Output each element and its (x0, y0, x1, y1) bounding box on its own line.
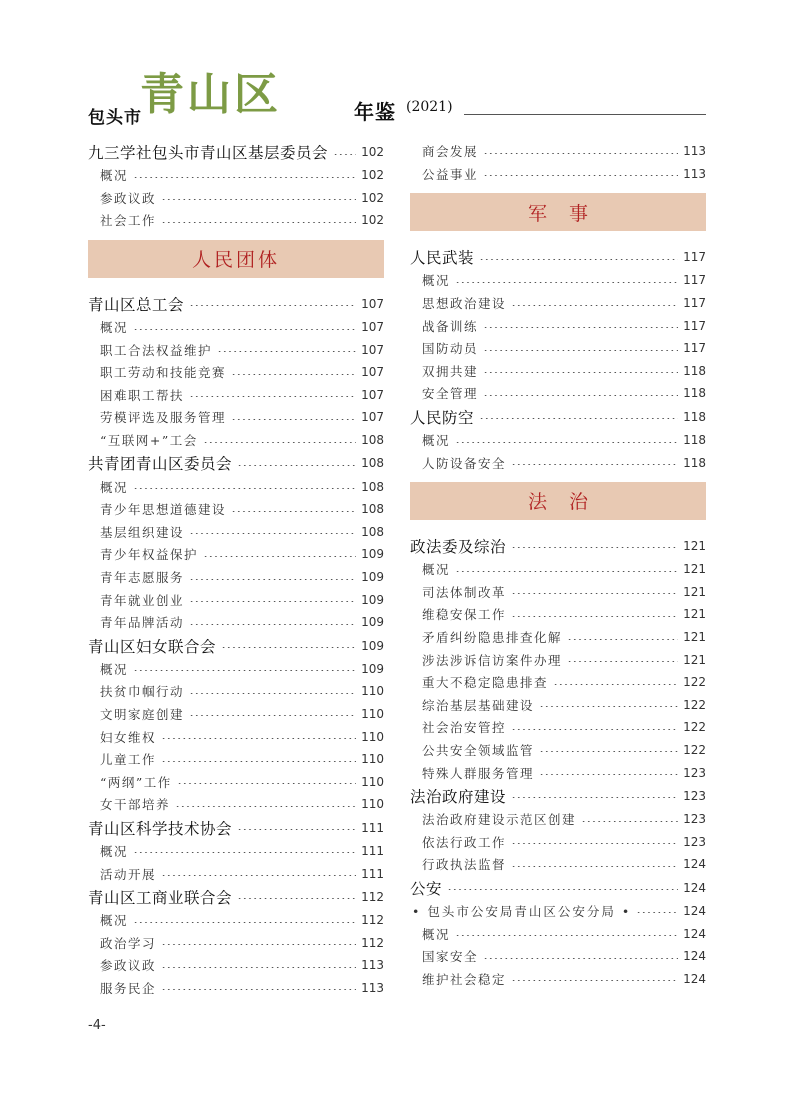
header-yearbook: 年鉴 (354, 100, 396, 124)
toc-entry-page: 110 (361, 684, 384, 699)
toc-entry-sub[interactable] (88, 703, 384, 726)
toc-entry-sub[interactable] (88, 187, 384, 210)
toc-entry-page: 117 (683, 273, 706, 288)
toc-entry-page: 102 (361, 213, 384, 228)
toc-entry-page: 118 (683, 363, 706, 378)
toc-entry-title: 维稳安保工作 (422, 607, 507, 623)
dot-leader (539, 751, 678, 752)
toc-entry-page: 123 (683, 812, 706, 827)
toc-entry-title: 青山区妇女联合会 (88, 637, 217, 656)
dot-leader (455, 282, 678, 283)
dot-leader (161, 199, 356, 200)
toc-entry-page: 111 (361, 820, 384, 835)
dot-leader (177, 783, 356, 784)
section-banner-title: 军事 (527, 202, 610, 225)
toc-entry-title: 商会发展 (422, 144, 479, 160)
toc-entry-page: 124 (683, 857, 706, 872)
toc-entry-sub[interactable] (410, 830, 706, 853)
toc-entry-page: 121 (683, 562, 706, 577)
dot-leader (483, 372, 678, 373)
toc-entry-sub[interactable] (410, 808, 706, 831)
toc-entry-page: 112 (361, 889, 384, 904)
toc-entry-page: 118 (683, 386, 706, 401)
toc-entry-title: 服务民企 (100, 980, 157, 996)
toc-entry-page: 107 (361, 296, 384, 311)
toc-entry-page: 121 (683, 607, 706, 622)
toc-entry-sub[interactable] (88, 954, 384, 977)
dot-leader (237, 898, 356, 899)
toc-entry-sub[interactable] (88, 429, 384, 452)
toc-entry-title: 青年品牌活动 (100, 615, 185, 631)
running-header (88, 69, 706, 128)
toc-entry-title: 女干部培养 (100, 797, 171, 813)
toc-entry-sub[interactable] (410, 292, 706, 315)
dot-leader (567, 639, 678, 640)
toc-entry-page: 109 (361, 638, 384, 653)
dot-leader (161, 875, 356, 876)
dot-leader (539, 774, 678, 775)
toc-entry-page: 117 (683, 341, 706, 356)
toc-entry-title: 青山区总工会 (88, 295, 185, 314)
toc-entry-sub[interactable] (410, 694, 706, 717)
toc-entry-sub[interactable] (410, 853, 706, 876)
toc-entry-sub[interactable] (410, 140, 706, 163)
toc-entry-page: 113 (361, 980, 384, 995)
toc-entry-page: 107 (361, 365, 384, 380)
toc-entry-sub[interactable] (88, 566, 384, 589)
toc-entry-main[interactable] (88, 140, 384, 164)
toc-entry-org[interactable] (410, 900, 706, 923)
toc-entry-page: 109 (361, 615, 384, 630)
toc-entry-title: 青年就业创业 (100, 592, 185, 608)
toc-entry-title: 九三学社包头市青山区基层委员会 (88, 144, 329, 162)
dot-leader (511, 797, 678, 798)
toc-entry-title: “两纲”工作 (100, 774, 172, 790)
toc-entry-page: 124 (683, 949, 706, 964)
toc-entry-sub[interactable] (88, 588, 384, 611)
toc-entry-page: 110 (361, 797, 384, 812)
toc-entry-page: 122 (683, 697, 706, 712)
toc-entry-sub[interactable] (410, 451, 706, 474)
dot-leader (189, 601, 356, 602)
toc-entry-title: 概况 (100, 661, 129, 677)
dot-leader (217, 351, 356, 352)
dot-leader (221, 647, 356, 648)
toc-entry-main[interactable] (410, 784, 706, 808)
dot-leader (203, 556, 356, 557)
toc-entry-sub[interactable] (410, 922, 706, 945)
toc-entry-main[interactable] (88, 292, 384, 316)
section-banner (410, 482, 706, 520)
toc-entry-sub[interactable] (88, 406, 384, 429)
dot-leader (161, 761, 356, 762)
toc-entry-title: 政治学习 (100, 935, 157, 951)
toc-entry-title: 参政议政 (100, 190, 157, 206)
toc-entry-title: “互联网+”工会 (100, 433, 198, 449)
dot-leader (133, 670, 356, 671)
dot-leader (479, 418, 678, 419)
toc-entry-page: 118 (683, 409, 706, 424)
toc-entry-sub[interactable] (410, 671, 706, 694)
dot-leader (511, 866, 678, 867)
toc-entry-page: 107 (361, 387, 384, 402)
toc-entry-page: 107 (361, 320, 384, 335)
toc-entry-title: 共青团青山区委员会 (88, 455, 233, 474)
toc-entry-title: 双拥共建 (422, 363, 479, 379)
dot-leader (161, 944, 356, 945)
toc-entry-page: 111 (361, 866, 384, 881)
toc-entry-main[interactable] (410, 876, 706, 900)
section-banner-title: 人民团体 (191, 249, 280, 272)
toc-entry-title: 安全管理 (422, 386, 479, 402)
dot-leader (539, 706, 678, 707)
toc-entry-title: 公益事业 (422, 166, 479, 182)
toc-entry-page: 121 (683, 652, 706, 667)
dot-leader (189, 533, 356, 534)
toc-entry-sub[interactable] (410, 626, 706, 649)
toc-entry-page: 102 (361, 145, 384, 159)
toc-entry-title: 社会治安管控 (422, 720, 507, 736)
toc-entry-title: 概况 (422, 433, 451, 449)
toc-entry-page: 117 (683, 250, 706, 265)
dot-leader (189, 715, 356, 716)
header-rule (464, 114, 706, 115)
toc-entry-page: 124 (683, 971, 706, 986)
toc-entry-page: 121 (683, 584, 706, 599)
toc-entry-sub[interactable] (410, 603, 706, 626)
toc-entry-sub[interactable] (88, 680, 384, 703)
dot-leader (483, 958, 678, 959)
toc-entry-title: 公共安全领域监管 (422, 742, 535, 758)
dot-leader (231, 511, 356, 512)
dot-leader (231, 419, 356, 420)
toc-entry-title: 概况 (100, 913, 129, 929)
dot-leader (231, 374, 356, 375)
dot-leader (189, 693, 356, 694)
toc-entry-main[interactable] (410, 534, 706, 558)
toc-entry-page: 108 (361, 479, 384, 494)
dot-leader (447, 889, 678, 890)
dot-leader (237, 465, 356, 466)
toc-entry-page: 122 (683, 720, 706, 735)
toc-entry-page: 107 (361, 410, 384, 425)
toc-entry-sub[interactable] (88, 862, 384, 885)
dot-leader (161, 738, 356, 739)
toc-entry-sub[interactable] (410, 558, 706, 581)
toc-entry-title: 人防设备安全 (422, 455, 507, 471)
toc-entry-title: 行政执法监督 (422, 857, 507, 873)
dot-leader (455, 571, 678, 572)
toc-entry-page: 117 (683, 318, 706, 333)
toc-entry-page: 124 (683, 903, 706, 918)
toc-entry-title: 妇女维权 (100, 729, 157, 745)
dot-leader (333, 154, 356, 155)
toc-entry-page: 108 (361, 502, 384, 517)
toc-entry-page: 112 (361, 935, 384, 950)
toc-entry-title: 依法行政工作 (422, 834, 507, 850)
dot-leader (133, 488, 356, 489)
toc-entry-title: 职工合法权益维护 (100, 342, 213, 358)
toc-entry-sub[interactable] (410, 967, 706, 990)
toc-entry-sub[interactable] (410, 360, 706, 383)
toc-entry-main[interactable] (88, 451, 384, 475)
dot-leader (189, 624, 356, 625)
toc-entry-page: 113 (683, 166, 706, 181)
toc-entry-sub[interactable] (88, 209, 384, 232)
toc-entry-title: 概况 (422, 926, 451, 942)
dot-leader (189, 305, 356, 306)
toc-entry-title: 困难职工帮扶 (100, 387, 185, 403)
toc-entry-title: 法治政府建设示范区创建 (422, 812, 577, 828)
toc-entry-sub[interactable] (88, 384, 384, 407)
toc-entry-page: 111 (361, 843, 384, 858)
header-city: 包头市 (88, 108, 142, 128)
toc-entry-sub[interactable] (88, 909, 384, 932)
toc-entry-title: 职工劳动和技能竞赛 (100, 365, 227, 381)
dot-leader (455, 935, 678, 936)
toc-entry-sub[interactable] (88, 316, 384, 339)
toc-entry-page: 121 (683, 538, 706, 553)
toc-entry-main[interactable] (410, 405, 706, 429)
dot-leader (203, 442, 356, 443)
toc-entry-sub[interactable] (410, 581, 706, 604)
dot-leader (175, 806, 356, 807)
toc-entry-sub[interactable] (410, 739, 706, 762)
toc-entry-sub[interactable] (88, 543, 384, 566)
toc-entry-page: 110 (361, 729, 384, 744)
toc-entry-sub[interactable] (410, 382, 706, 405)
toc-entry-title: 参政议政 (100, 958, 157, 974)
toc-entry-title: 概况 (100, 843, 129, 859)
toc-entry-title: 人民武装 (410, 249, 475, 268)
toc-entry-page: 109 (361, 661, 384, 676)
toc-entry-page: 123 (683, 765, 706, 780)
toc-entry-page: 102 (361, 190, 384, 205)
toc-entry-page: 109 (361, 592, 384, 607)
dot-leader (483, 327, 678, 328)
toc-entry-title: 基层组织建设 (100, 524, 185, 540)
dot-leader (483, 395, 678, 396)
toc-entry-page: 108 (361, 524, 384, 539)
dot-leader (483, 350, 678, 351)
toc-entry-sub[interactable] (410, 716, 706, 739)
dot-leader (567, 661, 678, 662)
dot-leader (189, 396, 356, 397)
toc-entry-sub[interactable] (88, 725, 384, 748)
dot-leader (133, 177, 356, 178)
toc-entry-sub[interactable] (410, 314, 706, 337)
toc-entry-title: 概况 (100, 479, 129, 495)
toc-entry-page: 108 (361, 433, 384, 448)
dot-leader (511, 547, 678, 548)
toc-entry-page: 123 (683, 834, 706, 849)
toc-entry-title: 青山区科学技术协会 (88, 819, 233, 838)
toc-entry-title: 文明家庭创建 (100, 706, 185, 722)
toc-entry-page: 110 (361, 774, 384, 789)
toc-entry-page: 113 (683, 144, 706, 159)
toc-entry-title: 国防动员 (422, 341, 479, 357)
toc-entry-main[interactable] (88, 885, 384, 909)
toc-entry-title: 概况 (422, 562, 451, 578)
toc-entry-title: 社会工作 (100, 213, 157, 229)
toc-entry-page: 123 (683, 788, 706, 803)
toc-entry-title: 维护社会稳定 (422, 971, 507, 987)
dot-leader (483, 175, 678, 176)
toc-entry-page: 122 (683, 742, 706, 757)
dot-leader (553, 684, 678, 685)
dot-leader (237, 829, 356, 830)
toc-entry-sub[interactable] (410, 648, 706, 671)
toc-entry-main[interactable] (410, 245, 706, 269)
dot-leader (511, 464, 678, 465)
toc-column-right (410, 140, 706, 990)
toc-entry-sub[interactable] (410, 945, 706, 968)
toc-entry-title: 概况 (100, 168, 129, 184)
toc-entry-sub[interactable] (410, 337, 706, 360)
dot-leader (511, 729, 678, 730)
dot-leader (161, 989, 356, 990)
toc-entry-title: 思想政治建设 (422, 296, 507, 312)
dot-leader (511, 305, 678, 306)
dot-leader (636, 912, 678, 913)
toc-entry-title: 人民防空 (410, 408, 475, 427)
toc-entry-title: 矛盾纠纷隐患排查化解 (422, 630, 563, 646)
toc-entry-sub[interactable] (88, 658, 384, 681)
section-banner (88, 240, 384, 278)
toc-entry-title: 重大不稳定隐患排查 (422, 675, 549, 691)
toc-entry-sub[interactable] (88, 840, 384, 863)
toc-entry-page: 124 (683, 880, 706, 895)
toc-entry-page: 107 (361, 342, 384, 357)
toc-entry-page: 121 (683, 630, 706, 645)
toc-entry-sub[interactable] (88, 748, 384, 771)
toc-entry-sub[interactable] (88, 475, 384, 498)
header-district-title: 青山区 (140, 69, 281, 120)
toc-entry-page: 108 (361, 456, 384, 471)
toc-entry-page: 102 (361, 168, 384, 183)
toc-entry-sub[interactable] (88, 498, 384, 521)
dot-leader (511, 843, 678, 844)
dot-leader (511, 980, 678, 981)
toc-entry-title: • 包头市公安局青山区公安分局 • (412, 903, 632, 919)
toc-entry-sub[interactable] (88, 931, 384, 954)
toc-entry-page: 110 (361, 752, 384, 767)
toc-entry-sub[interactable] (88, 793, 384, 816)
toc-entry-sub[interactable] (88, 977, 384, 1000)
toc-entry-sub[interactable] (410, 761, 706, 784)
toc-entry-main[interactable] (88, 634, 384, 658)
header-year: (2021) (406, 99, 453, 115)
toc-entry-title: 青年志愿服务 (100, 570, 185, 586)
toc-entry-sub[interactable] (410, 429, 706, 452)
dot-leader (161, 222, 356, 223)
dot-leader (133, 329, 356, 330)
toc-entry-page: 109 (361, 547, 384, 562)
toc-entry-title: 国家安全 (422, 949, 479, 965)
toc-entry-title: 概况 (422, 273, 451, 289)
toc-entry-page: 110 (361, 706, 384, 721)
dot-leader (483, 153, 678, 154)
toc-entry-page: 113 (361, 958, 384, 973)
toc-entry-sub[interactable] (410, 163, 706, 186)
toc-column-left (88, 140, 384, 999)
toc-entry-title: 政法委及综治 (410, 537, 507, 556)
toc-entry-sub[interactable] (88, 164, 384, 187)
dot-leader (511, 593, 678, 594)
toc-entry-sub[interactable] (88, 338, 384, 361)
dot-leader (455, 442, 678, 443)
toc-entry-title: 特殊人群服务管理 (422, 765, 535, 781)
toc-entry-title: 公安 (410, 879, 443, 898)
toc-entry-page: 122 (683, 675, 706, 690)
dot-leader (133, 922, 356, 923)
toc-entry-page: 118 (683, 455, 706, 470)
toc-entry-title: 司法体制改革 (422, 584, 507, 600)
toc-entry-main[interactable] (88, 816, 384, 840)
toc-entry-page: 117 (683, 296, 706, 311)
section-banner-title: 法治 (527, 491, 610, 514)
page-number: -4- (88, 1018, 106, 1033)
toc-entry-title: 青少年权益保护 (100, 547, 199, 563)
toc-entry-title: 青少年思想道德建设 (100, 502, 227, 518)
toc-entry-title: 概况 (100, 320, 129, 336)
toc-entry-title: 儿童工作 (100, 752, 157, 768)
toc-entry-title: 综治基层基础建设 (422, 697, 535, 713)
toc-entry-title: 战备训练 (422, 318, 479, 334)
toc-entry-title: 劳模评选及服务管理 (100, 410, 227, 426)
dot-leader (479, 259, 678, 260)
toc-entry-sub[interactable] (410, 269, 706, 292)
toc-entry-page: 112 (361, 913, 384, 928)
toc-entry-sub[interactable] (88, 770, 384, 793)
dot-leader (189, 579, 356, 580)
dot-leader (133, 852, 356, 853)
dot-leader (511, 616, 678, 617)
toc-entry-page: 118 (683, 433, 706, 448)
toc-entry-page: 109 (361, 570, 384, 585)
toc-entry-sub[interactable] (88, 361, 384, 384)
dot-leader (161, 967, 356, 968)
section-banner (410, 193, 706, 231)
dot-leader (581, 821, 678, 822)
toc-entry-title: 涉法涉诉信访案件办理 (422, 652, 563, 668)
toc-entry-page: 124 (683, 926, 706, 941)
toc-entry-title: 扶贫巾帼行动 (100, 684, 185, 700)
toc-entry-title: 活动开展 (100, 866, 157, 882)
toc-entry-title: 法治政府建设 (410, 787, 507, 806)
toc-entry-sub[interactable] (88, 611, 384, 634)
toc-entry-title: 青山区工商业联合会 (88, 888, 233, 907)
toc-entry-sub[interactable] (88, 521, 384, 544)
